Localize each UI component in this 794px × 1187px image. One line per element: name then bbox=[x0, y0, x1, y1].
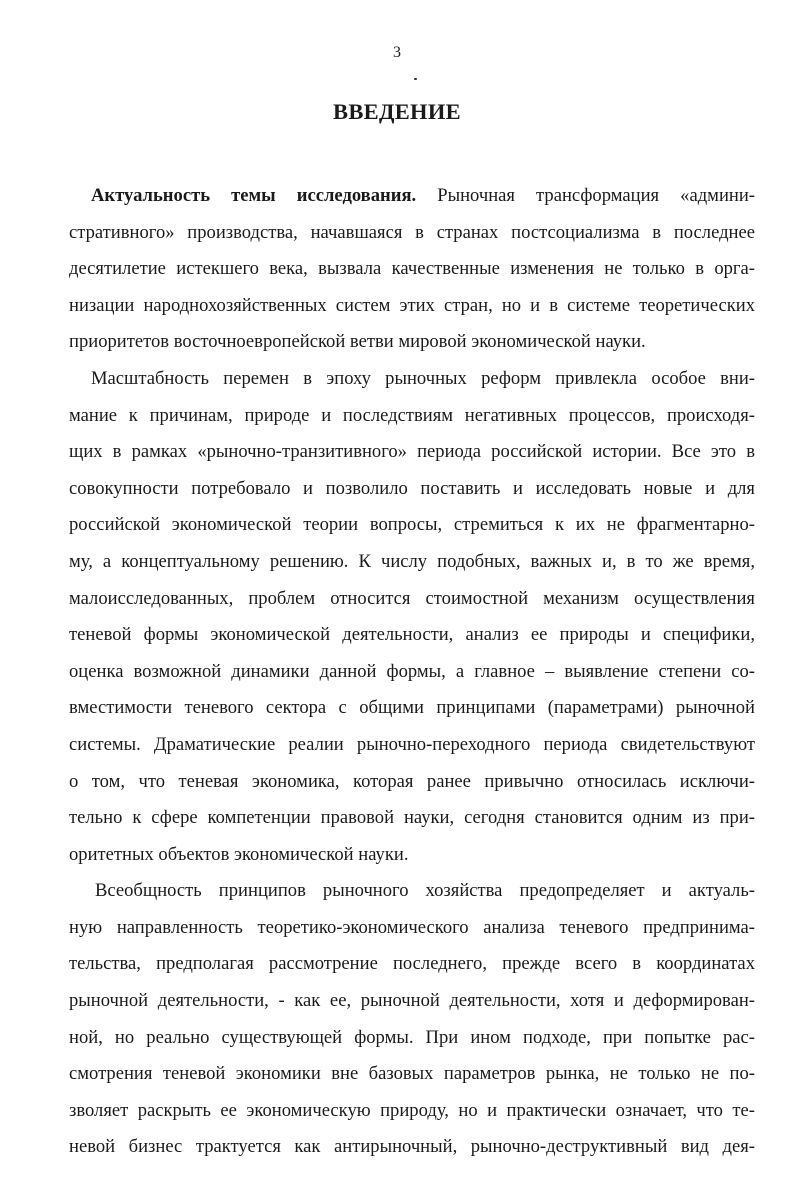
text-line: стративного» производства, начавшаяся в странах постсоциализма в последнее bbox=[69, 221, 755, 243]
paragraph-universality bbox=[69, 873, 755, 1166]
text-line: щих в рамках «рыночно-транзитивного» периода российской истории. Все это в bbox=[69, 441, 755, 463]
text-line: теневой формы экономической деятельности, анализ ее природы и специфики, bbox=[69, 624, 755, 646]
text-line: вместимости теневого сектора с общими принципами (параметрами) рыночной bbox=[69, 697, 755, 719]
text-line: оритетных объектов экономической науки. bbox=[69, 843, 409, 865]
text-line: му, а концептуальному решению. К числу подобных, важных и, в то же время, bbox=[69, 550, 755, 572]
text-line-rest: Рыночная трансформация «админи- bbox=[416, 185, 755, 206]
page-number: 3 bbox=[393, 44, 401, 61]
lead-heading: Актуальность темы исследования. bbox=[91, 185, 417, 206]
paragraph-relevance bbox=[69, 178, 755, 361]
text-line: ной, но реально существующей формы. При ином подходе, при попытке рас- bbox=[69, 1026, 755, 1048]
text-line: о том, что теневая экономика, которая ранее привычно относилась исключи- bbox=[69, 770, 755, 792]
text-line: зволяет раскрыть ее экономическую природу, но и практически означает, что те- bbox=[69, 1099, 755, 1121]
text-line: низации народнохозяйственных систем этих стран, но и в системе теоретических bbox=[69, 294, 755, 316]
text-line: приоритетов восточноевропейской ветви мировой экономической науки. bbox=[69, 331, 646, 353]
paragraph-scale bbox=[69, 361, 755, 873]
text-line: малоисследованных, проблем относится стоимостной механизм осуществления bbox=[69, 587, 755, 609]
text-line: ную направленность теоретико-экономического анализа теневого предпринима- bbox=[69, 916, 755, 938]
text-line: Масштабность перемен в эпоху рыночных реформ привлекла особое вни- bbox=[91, 367, 755, 389]
text-line: системы. Драматические реалии рыночно-переходного периода свидетельствуют bbox=[69, 733, 755, 755]
text-line: мание к причинам, природе и последствиям негативных процессов, происходя- bbox=[69, 404, 755, 426]
text-line: Всеобщность принципов рыночного хозяйства предопределяет и актуаль- bbox=[95, 880, 755, 902]
text-line: невой бизнес трактуется как антирыночный, рыночно-деструктивный вид дея- bbox=[69, 1136, 755, 1158]
text-line: оценка возможной динамики данной формы, а главное – выявление степени со- bbox=[69, 660, 755, 682]
text-line: российской экономической теории вопросы, стремиться к их не фрагментарно- bbox=[69, 514, 755, 536]
text-line: тельно к сфере компетенции правовой науки, сегодня становится одним из при- bbox=[69, 807, 755, 829]
text-line: смотрения теневой экономики вне базовых параметров рынка, не только не по- bbox=[69, 1063, 755, 1085]
text-line: совокупности потребовало и позволило поставить и исследовать новые и для bbox=[69, 477, 755, 499]
text-line bbox=[69, 178, 755, 215]
scan-speck bbox=[414, 78, 417, 80]
section-title: ВВЕДЕНИЕ bbox=[333, 99, 461, 124]
document-body bbox=[69, 178, 755, 1166]
text-line: рыночной деятельности, - как ее, рыночной деятельности, хотя и деформирован- bbox=[69, 990, 755, 1012]
text-line: тельства, предполагая рассмотрение последнего, прежде всего в координатах bbox=[69, 953, 755, 975]
text-line: десятилетие истекшего века, вызвала качественные изменения не только в орга- bbox=[69, 258, 755, 280]
